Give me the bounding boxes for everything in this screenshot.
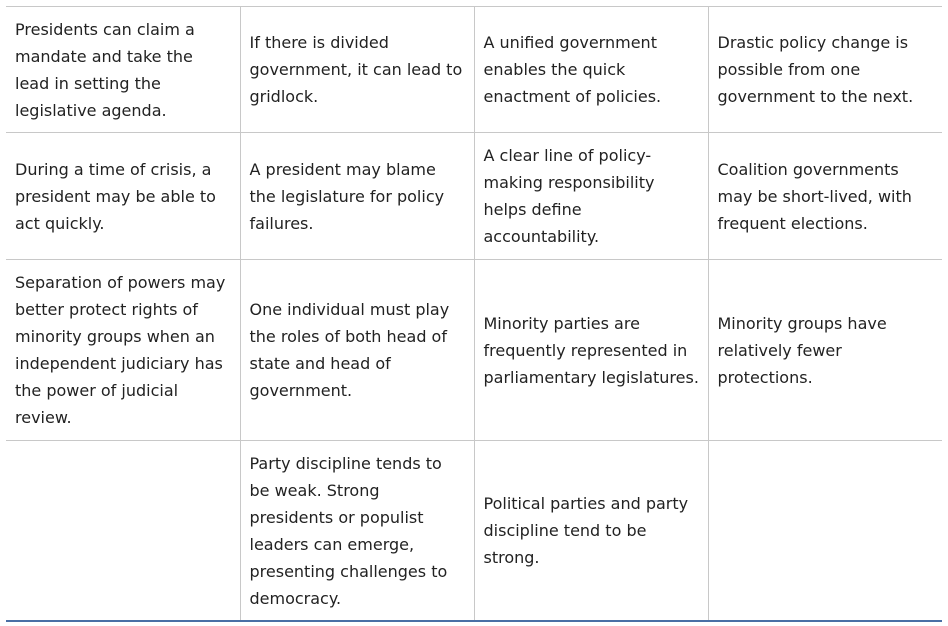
table-cell: A clear line of policy-making responsibility helps define accountability.: [474, 133, 708, 260]
table-cell: One individual must play the roles of both head of state and head of government.: [240, 260, 474, 441]
table-cell: If there is divided government, it can lead to gridlock.: [240, 7, 474, 133]
table-row: [6, 260, 942, 441]
table-row: [6, 441, 942, 622]
table-cell: Political parties and party discipline tend to be strong.: [474, 441, 708, 622]
table-row: [6, 7, 942, 133]
table-cell: During a time of crisis, a president may be able to act quickly.: [6, 133, 240, 260]
table-cell: Separation of powers may better protect rights of minority groups when an independent judiciary has the power of judicial review.: [6, 260, 240, 441]
table-cell: Minority groups have relatively fewer protections.: [708, 260, 942, 441]
table-cell: A president may blame the legislature for policy failures.: [240, 133, 474, 260]
table-cell: [6, 441, 240, 622]
table-cell: Party discipline tends to be weak. Strong presidents or populist leaders can emerge, presenting challenges to democracy.: [240, 441, 474, 622]
table-cell: Drastic policy change is possible from one government to the next.: [708, 7, 942, 133]
comparison-table: [6, 6, 942, 622]
table-cell: Minority parties are frequently represented in parliamentary legislatures.: [474, 260, 708, 441]
table-row: [6, 133, 942, 260]
table-cell: [708, 441, 942, 622]
table-cell: A unified government enables the quick enactment of policies.: [474, 7, 708, 133]
table-cell: Presidents can claim a mandate and take the lead in setting the legislative agenda.: [6, 7, 240, 133]
table-cell: Coalition governments may be short-lived, with frequent elections.: [708, 133, 942, 260]
